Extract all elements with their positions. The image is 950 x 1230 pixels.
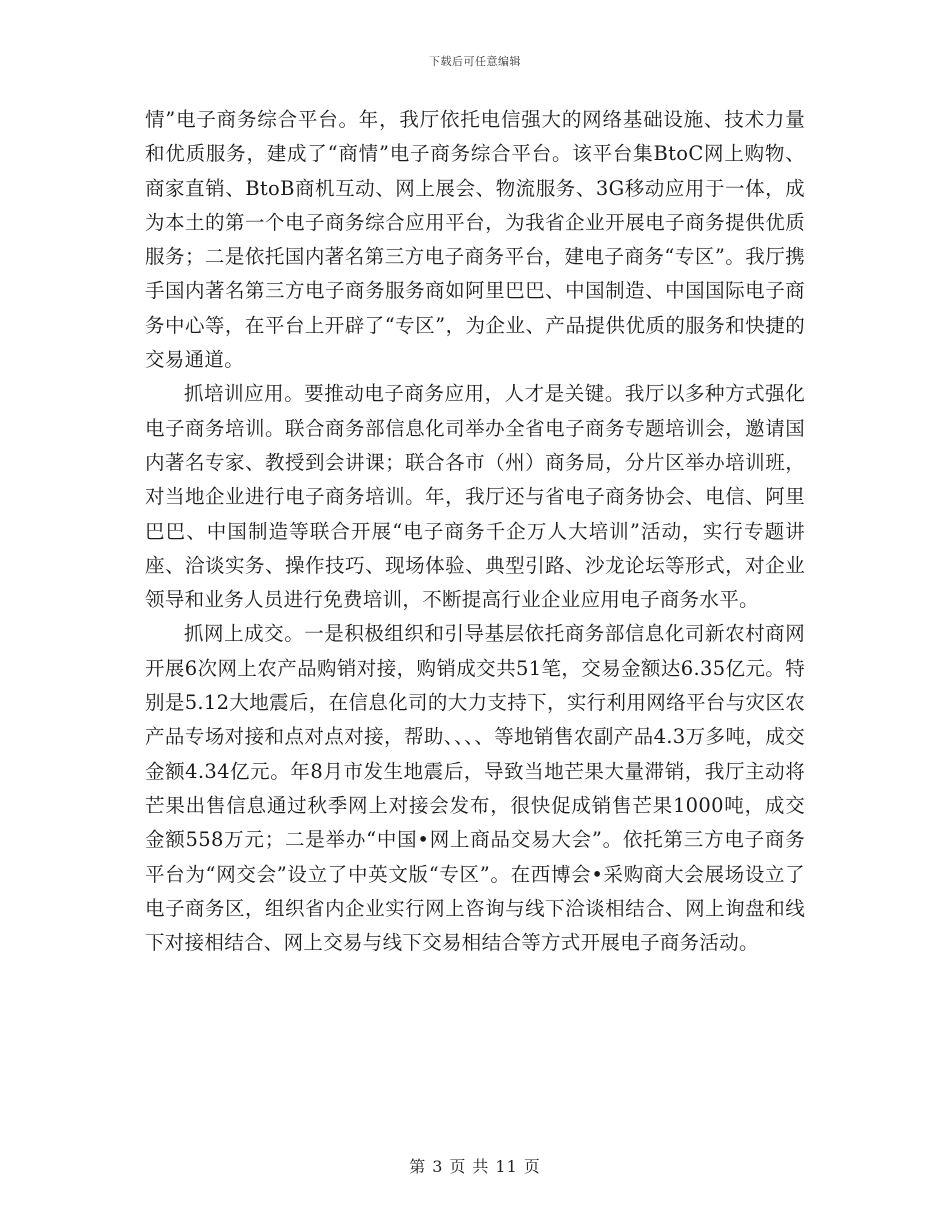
- paragraph-training: 抓培训应用。要推动电子商务应用，人才是关键。我厅以多种方式强化电子商务培训。联合商务部信息化司举办全省电子商务专题培训会，邀请国内著名专家、教授到会讲课；联合各市（州）商务局，分片区举办培训班，对当地企业进行电子商务培训。年，我厅还与省电子商务协会、电信、阿里巴巴、中国制造等联合开展“电子商务千企万人大培训”活动，实行专题讲座、洽谈实务、操作技巧、现场体验、典型引路、沙龙论坛等形式，对企业领导和业务人员进行免费培训，不断提高行业企业应用电子商务水平。: [145, 382, 805, 612]
- footer-suffix: 页: [523, 1157, 541, 1176]
- document-body: [145, 103, 805, 960]
- page-footer: [0, 1154, 950, 1177]
- footer-current-page: 3: [432, 1157, 444, 1176]
- paragraph-platform-continued: 情”电子商务综合平台。年，我厅依托电信强大的网络基础设施、技术力量和优质服务，建成了“商情”电子商务综合平台。该平台集BtoC网上购物、商家直销、BtoB商机互动、网上展会、物流服务、3G移动应用于一体，成为本土的第一个电子商务综合应用平台，为我省企业开展电子商务提供优质服务；二是依托国内著名第三方电子商务平台，建电子商务“专区”。我厅携手国内著名第三方电子商务服务商如阿里巴巴、中国制造、中国国际电子商务中心等，在平台上开辟了“专区”，为企业、产品提供优质的服务和快捷的交易通道。: [145, 108, 805, 372]
- footer-total-word: 共: [472, 1157, 490, 1176]
- page-header-note: 下载后可任意编辑: [429, 55, 521, 68]
- footer-prefix: 第: [409, 1157, 427, 1176]
- paragraph-online-trading: 抓网上成交。一是积极组织和引导基层依托商务部信息化司新农村商网开展6次网上农产品购销对接，购销成交共51笔，交易金额达6.35亿元。特别是5.12大地震后，在信息化司的大力支持下，实行利用网络平台与灾区农产品专场对接和点对点对接，帮助、、、、等地销售农副产品4.3万多吨，成交金额4.34亿元。年8月市发生地震后，导致当地芒果大量滞销，我厅主动将芒果出售信息通过秋季网上对接会发布，很快促成销售芒果1000吨，成交金额558万元；二是举办“中国•网上商品交易大会”。依托第三方电子商务平台为“网交会”设立了中英文版“专区”。在西博会•采购商大会展场设立了电子商务区，组织省内企业实行网上咨询与线下洽谈相结合、网上询盘和线下对接相结合、网上交易与线下交易相结合等方式开展电子商务活动。: [145, 622, 805, 955]
- footer-total-pages: 11: [495, 1157, 518, 1176]
- footer-page-word: 页: [449, 1157, 467, 1176]
